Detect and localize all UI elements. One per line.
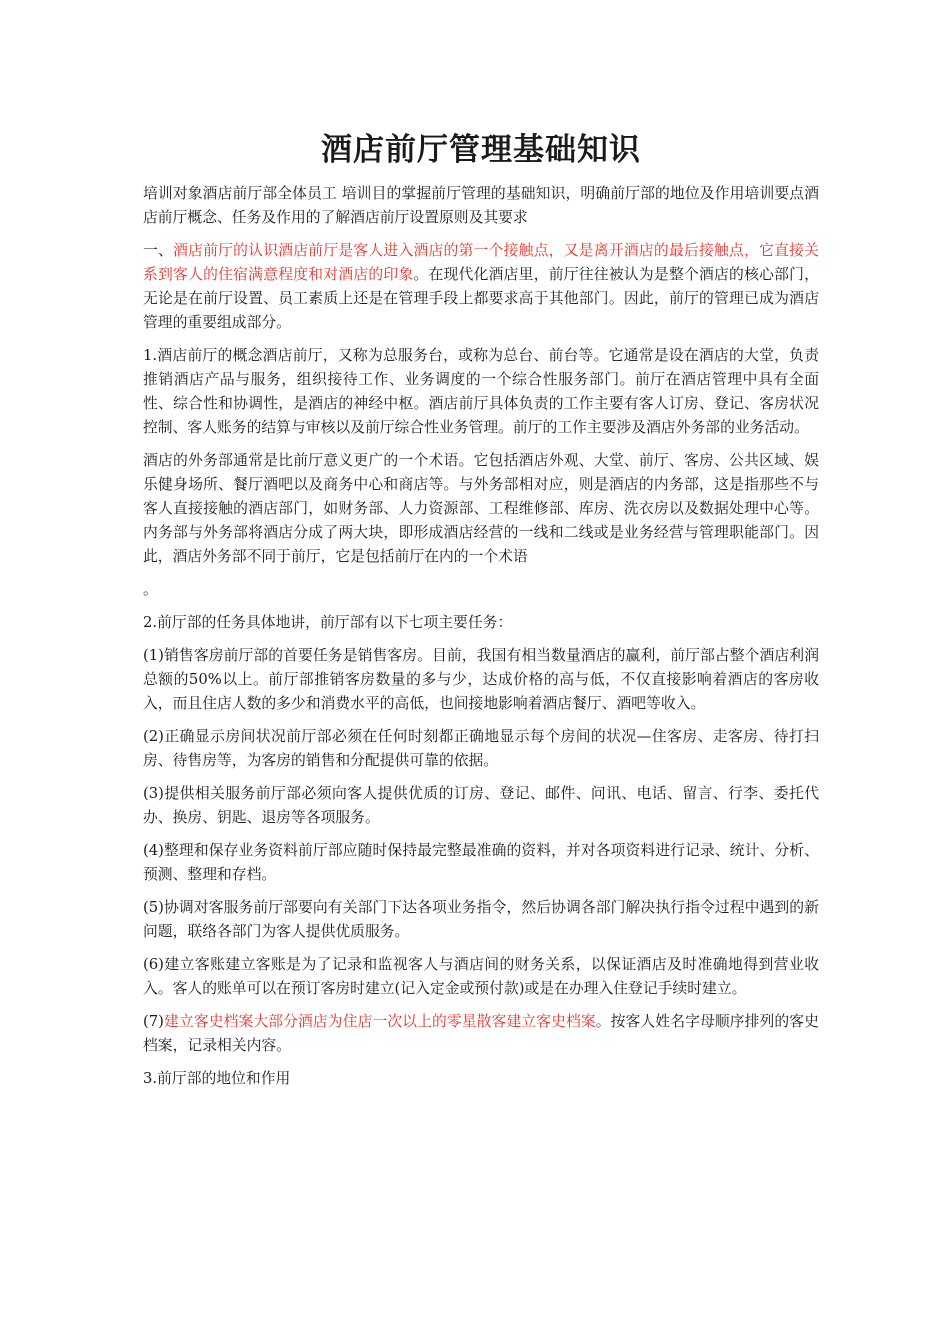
task-5: (5)协调对客服务前厅部要向有关部门下达各项业务指令，然后协调各部门解决执行指令过程中遇到的新问题，联络各部门为客人提供优质服务。 — [143, 899, 819, 940]
task-7-highlight: 建立客史档案大部分酒店为住店一次以上的零星散客建立客史档案 — [163, 1013, 596, 1030]
tasks-heading: 2.前厅部的任务具体地讲，前厅部有以下七项主要任务： — [143, 614, 513, 631]
page-title: 酒店前厅管理基础知识 — [321, 132, 641, 168]
section-1-prefix: 一、 — [143, 242, 174, 259]
task-2: (2)正确显示房间状况前厅部必须在任何时刻都正确地显示每个房间的状况—住客房、走客房、待打扫房、待售房等，为客房的销售和分配提供可靠的依据。 — [143, 728, 819, 769]
task-7 — [143, 1010, 819, 1058]
task-4: (4)整理和保存业务资料前厅部应随时保持最完整最准确的资料，并对各项资料进行记录、统计、分析、预测、整理和存档。 — [143, 842, 819, 883]
task-1: (1)销售客房前厅部的首要任务是销售客房。目前，我国有相当数量酒店的赢利，前厅部占整个酒店利润总额的50%以上。前厅部推销客房数量的多与少，达成价格的高与低，不仅直接影响着酒店的客房收入，而且住店人数的多少和消费水平的高低，也间接地影响着酒店餐厅、酒吧等收入。 — [143, 647, 819, 712]
task-7-prefix: (7) — [143, 1013, 164, 1030]
role-heading: 3.前厅部的地位和作用 — [143, 1070, 291, 1087]
intro-paragraph: 培训对象酒店前厅部全体员工 培训目的掌握前厅管理的基础知识，明确前厅部的地位及作用培训要点酒店前厅概念、任务及作用的了解酒店前厅设置原则及其要求 — [143, 185, 819, 226]
concept-paragraph: 1.酒店前厅的概念酒店前厅，又称为总服务台，或称为总台、前台等。它通常是设在酒店的大堂，负责推销酒店产品与服务，组织接待工作、业务调度的一个综合性服务部门。前厅在酒店管理中具有全面性、综合性和协调性，是酒店的神经中枢。酒店前厅具体负责的工作主要有客人订房、登记、客房状况控制、客人账务的结算与审核以及前厅综合性业务管理。前厅的工作主要涉及酒店外务部的业务活动。 — [143, 347, 819, 436]
task-3: (3)提供相关服务前厅部必须向客人提供优质的订房、登记、邮件、问讯、电话、留言、行李、委托代办、换房、钥匙、退房等各项服务。 — [143, 785, 819, 826]
section-1-paragraph — [143, 239, 819, 335]
section-1-rest: 。在现代化酒店里，前厅往往被认为是整个酒店的核心部门，无论是在前厅设置、员工素质上还是在管理手段上都要求高于其他部门。因此，前厅的管理已成为酒店管理的重要组成部分。 — [143, 266, 819, 331]
section-1-highlight: 酒店前厅的认识酒店前厅是客人进入酒店的第一个接触点，又是离开酒店的最后接触点，它直接关系到客人的住宿满意程度和对酒店的印象 — [143, 242, 819, 283]
document-page — [143, 128, 819, 1100]
external-dept-paragraph: 酒店的外务部通常是比前厅意义更广的一个术语。它包括酒店外观、大堂、前厅、客房、公共区域、娱乐健身场所、餐厅酒吧以及商务中心和商店等。与外务部相对应，则是酒店的内务部，这是指那些不与客人直接接触的酒店部门，如财务部、人力资源部、工程维修部、库房、洗衣房以及数据处理中心等。内务部与外务部将酒店分成了两大块，即形成酒店经营的一线和二线或是业务经营与管理职能部门。因此，酒店外务部不同于前厅，它是包括前厅在内的一个术语 — [143, 452, 819, 565]
task-7-rest: 。按客人姓名字母顺序排列的客史档案，记录相关内容。 — [143, 1013, 819, 1054]
task-6: (6)建立客账建立客账是为了记录和监视客人与酒店间的财务关系，以保证酒店及时准确地得到营业收入。客人的账单可以在预订客房时建立(记入定金或预付款)或是在办理入住登记手续时建立。 — [143, 956, 819, 997]
trailing-period: 。 — [143, 581, 158, 598]
